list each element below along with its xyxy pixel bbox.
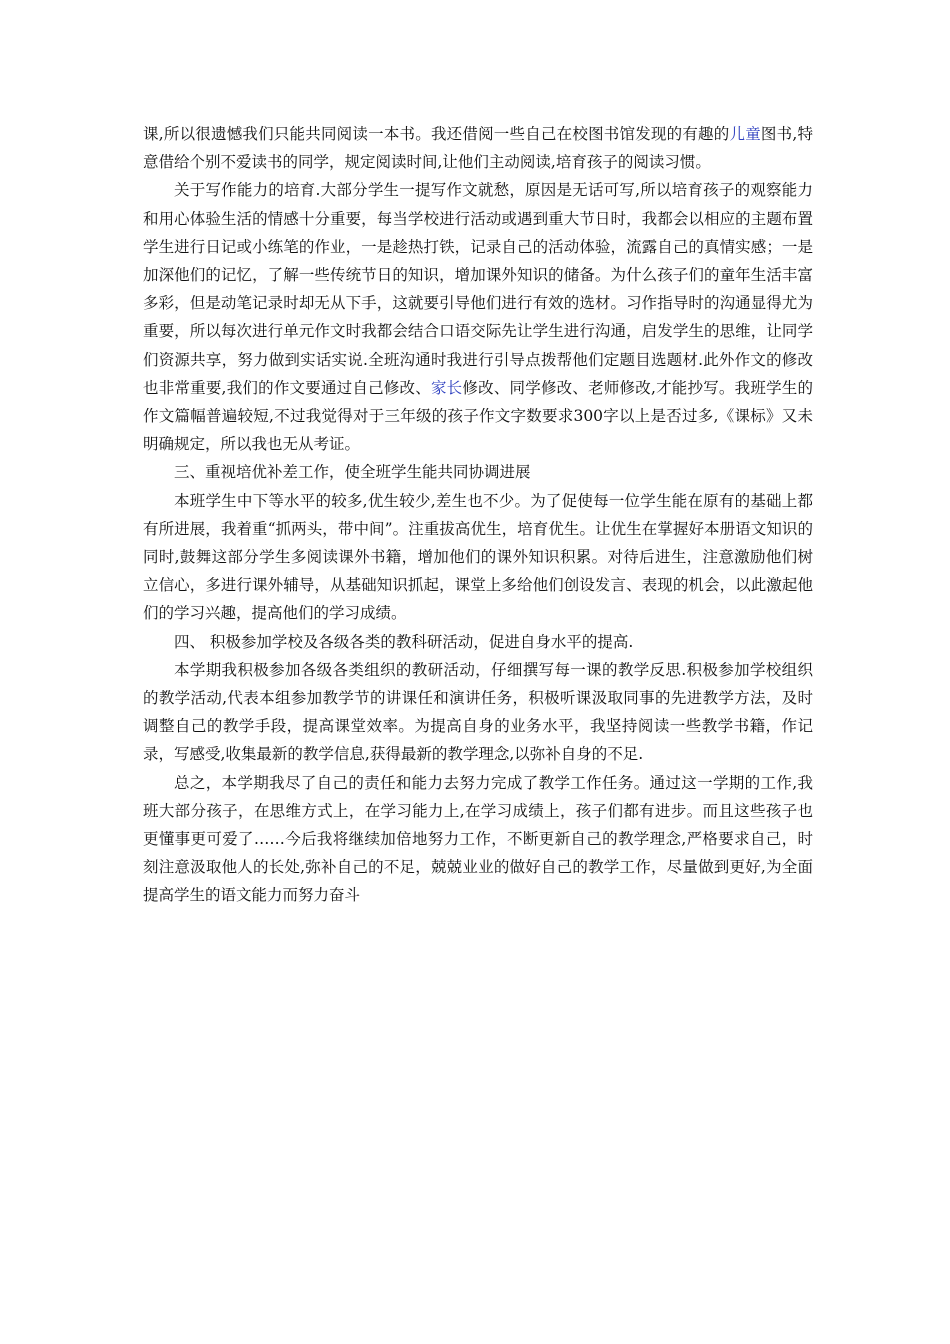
paragraph xyxy=(143,120,813,176)
paragraph xyxy=(143,656,813,769)
paragraph-text: 总之，本学期我尽了自己的责任和能力去努力完成了教学工作任务。通过这一学期的工作,我班大部分孩子，在思维方式上，在学习能力上,在学习成绩上，孩子们都有进步。而且这些孩子也更懂事更可爱了……今后我将继续加倍地努力工作，不断更新自己的教学理念,严格要求自己，时刻注意汲取他人的长处,弥补自己的不足，兢兢业业的做好自己的教学工作，尽量做到更好,为全面提高学生的语文能力而努力奋斗 xyxy=(143,773,813,905)
paragraph-text: 本班学生中下等水平的较多,优生较少,差生也不少。为了促使每一位学生能在原有的基础上都有所进展，我着重“抓两头，带中间”。注重拔高优生，培育优生。让优生在掌握好本册语文知识的同时,鼓舞这部分学生多阅读课外书籍，增加他们的课外知识积累。对待后进生，注意激励他们树立信心，多进行课外辅导，从基础知识抓起，课堂上多给他们创设发言、表现的机会，以此激起他们的学习兴趣，提高他们的学习成绩。 xyxy=(143,491,813,623)
paragraph xyxy=(143,769,813,910)
paragraph-text: 修改、同学修改、老师修改,才能抄写。我班学生的作文篇幅普遍较短,不过我觉得对于三年级的孩子作文字数要求300字以上是否过多,《课标》又未明确规定，所以我也无从考证。 xyxy=(143,378,813,454)
paragraph-text: 四、 积极参加学校及各级各类的教科研活动，促进自身水平的提高. xyxy=(174,632,634,651)
paragraph xyxy=(143,458,813,486)
paragraph-text: 三、重视培优补差工作，使全班学生能共同协调进展 xyxy=(174,463,531,482)
paragraph-text: 关于写作能力的培育.大部分学生一提写作文就愁，原因是无话可写,所以培育孩子的观察能力和用心体验生活的情感十分重要，每当学校进行活动或遇到重大节日时，我都会以相应的主题布置学生进行日记或小练笔的作业，一是趁热打铁，记录自己的活动体验，流露自己的真情实感；一是加深他们的记忆，了解一些传统节日的知识，增加课外知识的储备。为什么孩子们的童年生活丰富多彩，但是动笔记录时却无从下手，这就要引导他们进行有效的选材。习作指导时的沟通显得尤为重要，所以每次进行单元作文时我都会结合口语交际先让学生进行沟通，启发学生的思维，让同学们资源共享，努力做到实话实说.全班沟通时我进行引导点拨帮他们定题目选题材.此外作文的修改也非常重要,我们的作文要通过自己修改、 xyxy=(143,181,813,397)
paragraph-text: 图书,特意借给个别不爱读书的同学，规定阅读时间,让他们主动阅读,培育孩子的阅读习惯。 xyxy=(143,125,813,172)
paragraph xyxy=(143,628,813,656)
document-body xyxy=(143,120,813,910)
paragraph xyxy=(143,176,813,458)
inline-link[interactable]: 儿童 xyxy=(729,125,761,143)
paragraph-text: 课,所以很遗憾我们只能共同阅读一本书。我还借阅一些自己在校图书馆发现的有趣的 xyxy=(143,125,730,143)
inline-link[interactable]: 家长 xyxy=(430,378,463,397)
paragraph-text: 本学期我积极参加各级各类组织的教研活动，仔细撰写每一课的教学反思.积极参加学校组织的教学活动,代表本组参加教学节的讲课任和演讲任务，积极听课汲取同事的先进教学方法，及时调整自己的教学手段，提高课堂效率。为提高自身的业务水平，我坚持阅读一些教学书籍，作记录，写感受,收集最新的教学信息,获得最新的教学理念,以弥补自身的不足. xyxy=(143,660,813,764)
paragraph xyxy=(143,487,813,628)
